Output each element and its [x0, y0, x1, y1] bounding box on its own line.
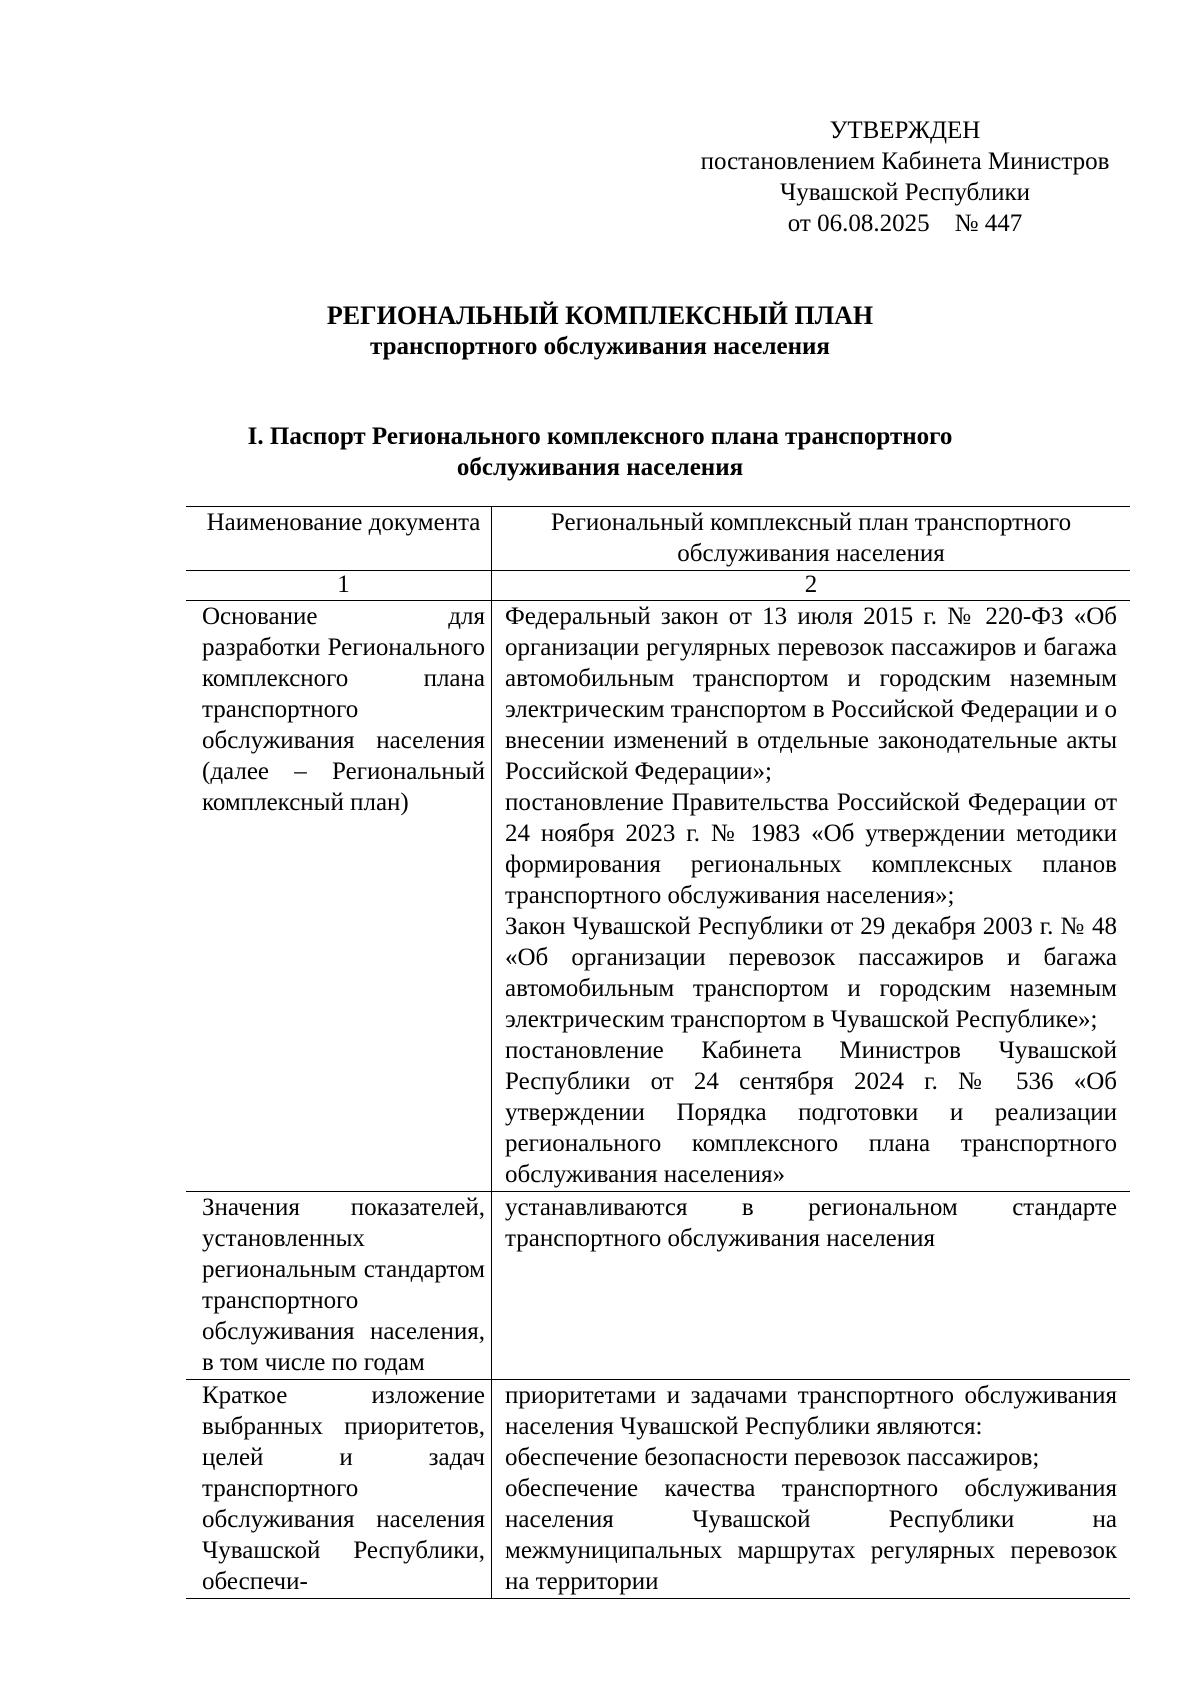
section-heading: [150, 421, 1050, 483]
header-cell-name: Наименование документа: [186, 507, 492, 571]
document-title-subtitle: транспортного обслуживания населения: [370, 333, 830, 360]
row-content: [492, 1380, 1131, 1599]
approval-heading: УТВЕРЖДЕН: [829, 117, 981, 144]
document-title-main: РЕГИОНАЛЬНЫЙ КОМПЛЕКСНЫЙ ПЛАН: [326, 301, 874, 330]
row-paragraph: обеспечение качества транспортного обслуживания населения Чувашской Республики на межмуниципальных маршрутах регулярных перевозок на территории: [505, 1475, 1117, 1595]
row-paragraph: Федеральный закон от 13 июля 2015 г. № 220-ФЗ «Об организации регулярных перевозок пассажиров и багажа автомобильным транспортом и городским наземным электрическим транспортом в Российской Федерации и о внесении изменений в отдельные законодательные акты Российской Федерации»;: [505, 603, 1117, 785]
column-number-1: 1: [186, 571, 492, 601]
table-row: [186, 601, 1130, 1192]
column-number-2: 2: [492, 571, 1131, 601]
row-paragraph: Закон Чувашской Республики от 29 декабря 2003 г. № 48 «Об организации перевозок пассажиров и багажа автомобильным транспортом и городским наземным электрическим транспортом в Чувашской Республике»;: [505, 913, 1117, 1033]
passport-table: [186, 506, 1130, 1599]
row-label: Значения показателей, установленных региональным стандартом транспортного обслуживания населения, в том числе по годам: [186, 1192, 492, 1380]
row-paragraph: приоритетами и задачами транспортного обслуживания населения Чувашской Республики являются:: [505, 1382, 1117, 1440]
row-content: [492, 1192, 1131, 1380]
document-title: [0, 300, 1200, 362]
approval-issuer: постановлением Кабинета Министров: [700, 148, 1110, 175]
table-header-row: [186, 507, 1130, 571]
section-heading-line-1: I. Паспорт Регионального комплексного плана транспортного: [247, 423, 953, 450]
approval-date-number: от 06.08.2025 № 447: [787, 210, 1023, 237]
row-paragraph: устанавливаются в региональном стандарте транспортного обслуживания населения: [505, 1194, 1117, 1252]
row-paragraph: постановление Правительства Российской Федерации от 24 ноября 2023 г. № 1983 «Об утверждении методики формирования региональных комплексных планов транспортного обслуживания населения»;: [505, 789, 1117, 909]
table-row: [186, 1380, 1130, 1599]
row-label: Краткое изложение выбранных приоритетов, целей и задач транспортного обслуживания населения Чувашской Республики, обеспечи-: [186, 1380, 492, 1599]
approval-stamp: [680, 115, 1130, 239]
table-number-row: [186, 571, 1130, 601]
section-heading-line-2: обслуживания населения: [456, 454, 744, 481]
row-paragraph: обеспечение безопасности перевозок пассажиров;: [505, 1444, 1040, 1471]
row-content: [492, 601, 1131, 1192]
approval-region: Чувашской Республики: [779, 179, 1031, 206]
row-paragraph: постановление Кабинета Министров Чувашской Республики от 24 сентября 2024 г. № 536 «Об утверждении Порядка подготовки и реализации регионального комплексного плана транспортного обслуживания населения»: [505, 1037, 1117, 1188]
header-cell-value: Региональный комплексный план транспортного обслуживания населения: [492, 507, 1131, 571]
table-row: [186, 1192, 1130, 1380]
row-label: Основание для разработки Регионального комплексного плана транспортного обслуживания населения (далее – Региональный комплексный план): [186, 601, 492, 1192]
